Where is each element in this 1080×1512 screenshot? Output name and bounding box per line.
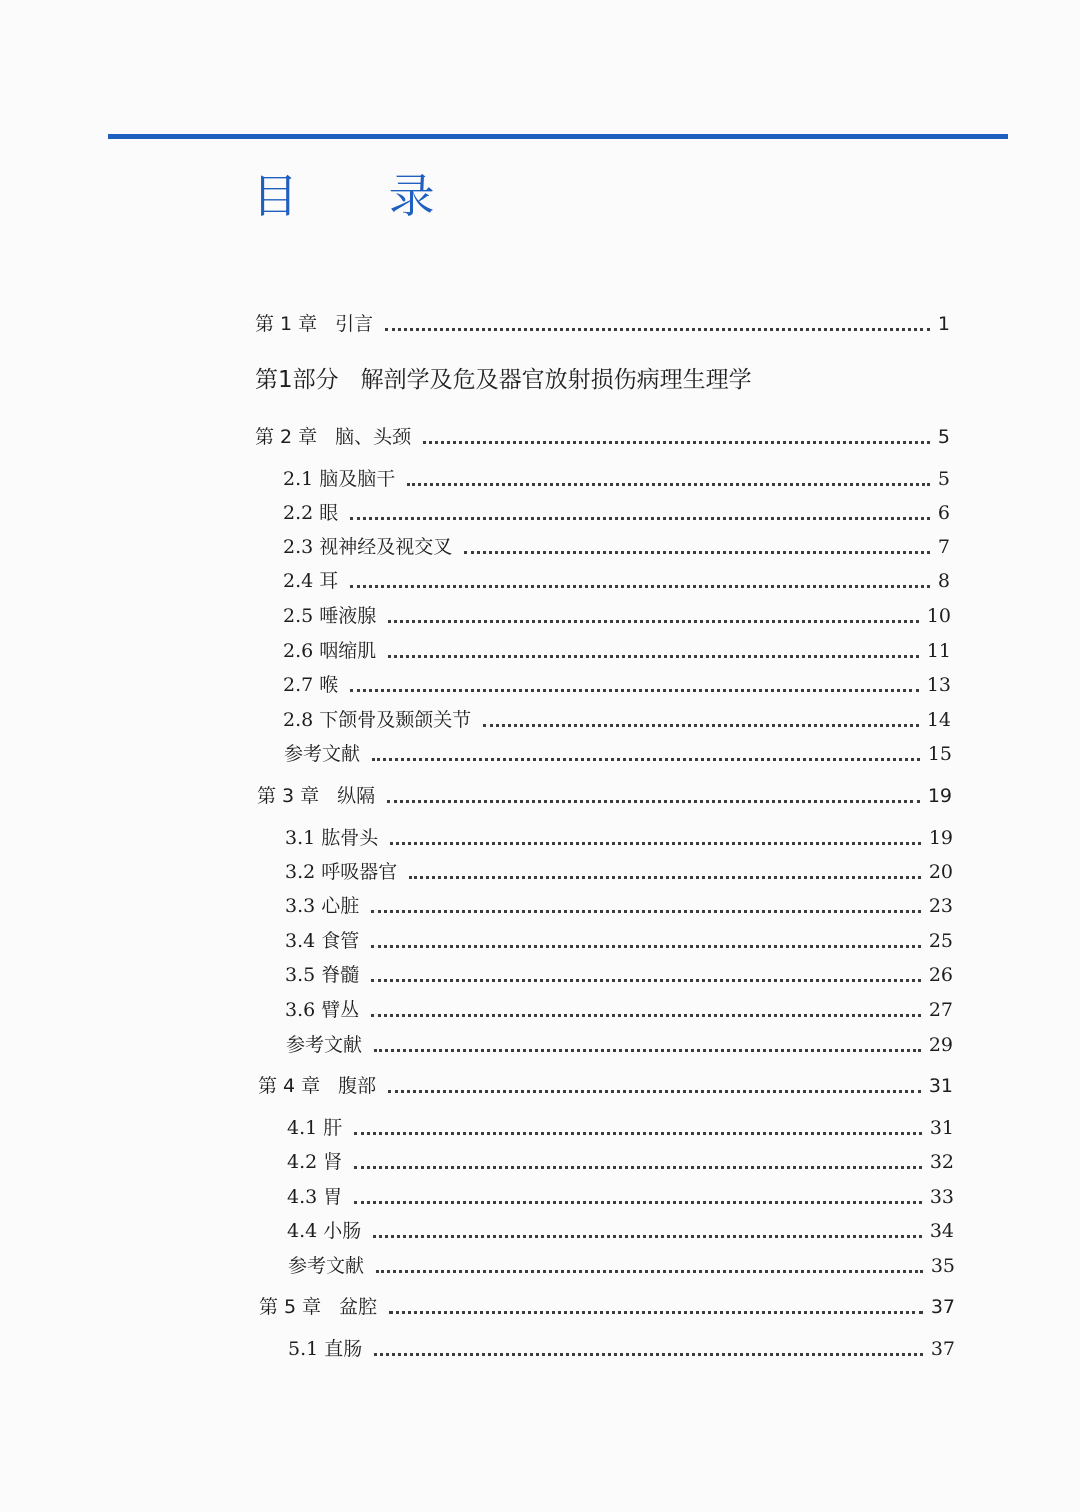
entry-title: 食管	[321, 930, 360, 952]
entry-label	[287, 1147, 342, 1177]
dot-leader	[350, 585, 930, 588]
entry-label	[258, 1071, 376, 1101]
page-number: 31	[929, 1117, 954, 1139]
entry-title: 喉	[319, 674, 339, 696]
entry-title: 臂丛	[321, 999, 360, 1021]
entry-title: 视神经及视交叉	[319, 536, 453, 558]
toc-section-entry[interactable]	[283, 670, 951, 700]
dot-leader	[390, 842, 921, 845]
dot-leader	[372, 758, 920, 761]
dot-leader	[389, 1311, 923, 1314]
dot-leader	[350, 689, 919, 692]
entry-title: 呼吸器官	[321, 861, 398, 883]
toc-chapter-entry[interactable]	[258, 1071, 953, 1101]
dot-leader	[374, 1353, 923, 1356]
entry-label	[285, 823, 378, 853]
page-number: 1	[937, 313, 950, 335]
entry-number: 2.7	[283, 674, 314, 696]
entry-title: 纵隔	[337, 785, 376, 807]
page-number: 5	[937, 426, 950, 448]
part-number: 第1部分	[255, 367, 339, 393]
page-number: 33	[929, 1186, 954, 1208]
toc-section-entry[interactable]	[285, 995, 953, 1025]
entry-label	[283, 566, 338, 596]
toc-section-entry[interactable]	[285, 960, 953, 990]
entry-title: 参考文献	[288, 1255, 365, 1277]
entry-number: 4.2	[287, 1151, 318, 1173]
entry-title: 下颌骨及颞颌关节	[319, 709, 472, 731]
entry-number: 3.6	[285, 999, 316, 1021]
entry-title: 腹部	[338, 1075, 377, 1097]
toc-section-entry[interactable]	[283, 566, 950, 596]
entry-number: 2.8	[283, 709, 314, 731]
page-number: 25	[928, 930, 953, 952]
page-number: 35	[930, 1255, 955, 1277]
toc-section-entry[interactable]	[287, 1216, 954, 1246]
toc-section-entry[interactable]	[283, 601, 951, 631]
entry-title: 直肠	[324, 1338, 363, 1360]
dot-leader	[371, 1014, 921, 1017]
page-number: 11	[926, 640, 951, 662]
entry-number: 2.1	[283, 468, 314, 490]
toc-section-entry[interactable]	[284, 739, 952, 769]
page-number: 31	[928, 1075, 953, 1097]
entry-label	[255, 309, 373, 339]
entry-title: 心脏	[321, 895, 360, 917]
entry-label	[283, 601, 376, 631]
dot-leader	[371, 979, 921, 982]
entry-title: 胃	[323, 1186, 343, 1208]
entry-title: 盆腔	[339, 1296, 378, 1318]
entry-label	[257, 781, 375, 811]
dot-leader	[376, 1270, 923, 1273]
toc-section-entry[interactable]	[287, 1147, 954, 1177]
entry-number: 3.4	[285, 930, 316, 952]
page-number: 37	[930, 1338, 955, 1360]
toc-section-entry[interactable]	[286, 1030, 953, 1060]
entry-title: 参考文献	[286, 1034, 363, 1056]
entry-label	[288, 1334, 362, 1364]
dot-leader	[388, 655, 919, 658]
entry-label	[287, 1113, 342, 1143]
dot-leader	[374, 1049, 921, 1052]
page-number: 19	[928, 827, 953, 849]
toc-section-entry[interactable]	[283, 636, 951, 666]
page-number: 15	[927, 743, 952, 765]
entry-label	[283, 670, 338, 700]
dot-leader	[385, 328, 930, 331]
entry-number: 3.1	[285, 827, 316, 849]
dot-leader	[354, 1201, 922, 1204]
page-number: 8	[937, 570, 950, 592]
page-number: 27	[928, 999, 953, 1021]
page-number: 26	[928, 964, 953, 986]
entry-label	[259, 1292, 377, 1322]
entry-title: 脊髓	[321, 964, 360, 986]
entry-number: 2.6	[283, 640, 314, 662]
dot-leader	[388, 1090, 921, 1093]
entry-number: 2.5	[283, 605, 314, 627]
toc-section-entry[interactable]	[285, 823, 953, 853]
entry-number: 3.3	[285, 895, 316, 917]
dot-leader	[387, 800, 920, 803]
entry-label	[285, 926, 359, 956]
entry-number: 3.2	[285, 861, 316, 883]
toc-section-entry[interactable]	[283, 464, 950, 494]
dot-leader	[407, 483, 930, 486]
entry-title: 脑、头颈	[335, 426, 412, 448]
toc-section-entry[interactable]	[287, 1113, 954, 1143]
entry-title: 引言	[335, 313, 374, 335]
dot-leader	[371, 945, 921, 948]
dot-leader	[354, 1132, 922, 1135]
toc-chapter-entry[interactable]	[259, 1292, 955, 1322]
entry-number: 3.5	[285, 964, 316, 986]
entry-title: 肾	[323, 1151, 343, 1173]
entry-number: 第 5 章	[259, 1296, 322, 1318]
entry-number: 2.2	[283, 502, 314, 524]
dot-leader	[373, 1235, 922, 1238]
entry-number: 5.1	[288, 1338, 319, 1360]
toc-section-entry[interactable]	[287, 1182, 954, 1212]
dot-leader	[409, 876, 921, 879]
entry-label	[285, 891, 359, 921]
page-number: 20	[928, 861, 953, 883]
page-number: 37	[930, 1296, 955, 1318]
toc-section-entry[interactable]	[283, 532, 950, 562]
entry-label	[283, 498, 338, 528]
entry-label	[255, 422, 411, 452]
toc-section-entry[interactable]	[288, 1251, 955, 1281]
toc-section-entry[interactable]	[283, 498, 950, 528]
entry-label	[288, 1251, 364, 1281]
entry-number: 第 4 章	[258, 1075, 321, 1097]
entry-label	[285, 960, 359, 990]
page-number: 29	[928, 1034, 953, 1056]
entry-label	[283, 464, 395, 494]
toc-chapter-entry[interactable]	[255, 309, 950, 339]
page-number: 14	[926, 709, 951, 731]
entry-label	[287, 1216, 361, 1246]
toc-chapter-entry[interactable]	[255, 422, 950, 452]
toc-section-entry[interactable]	[285, 926, 953, 956]
entry-title: 参考文献	[284, 743, 361, 765]
entry-label	[283, 532, 452, 562]
entry-number: 2.4	[283, 570, 314, 592]
entry-number: 4.3	[287, 1186, 318, 1208]
dot-leader	[371, 910, 921, 913]
entry-title: 眼	[319, 502, 339, 524]
entry-label	[284, 739, 360, 769]
entry-label	[285, 995, 359, 1025]
dot-leader	[464, 551, 930, 554]
entry-title: 脑及脑干	[319, 468, 396, 490]
entry-label	[283, 705, 471, 735]
page-number: 19	[927, 785, 952, 807]
entry-title: 咽缩肌	[319, 640, 377, 662]
entry-title: 唾液腺	[319, 605, 377, 627]
page-number: 23	[928, 895, 953, 917]
entry-label	[285, 857, 397, 887]
page-number: 6	[937, 502, 950, 524]
entry-title: 肱骨头	[321, 827, 379, 849]
dot-leader	[350, 517, 930, 520]
page-number: 10	[926, 605, 951, 627]
entry-number: 第 1 章	[255, 313, 318, 335]
toc-section-entry[interactable]	[285, 891, 953, 921]
entry-title: 小肠	[323, 1220, 362, 1242]
entry-label	[283, 636, 376, 666]
toc-section-entry[interactable]	[283, 705, 951, 735]
dot-leader	[354, 1166, 922, 1169]
entry-number: 4.1	[287, 1117, 318, 1139]
toc-chapter-entry[interactable]	[257, 781, 952, 811]
toc-section-entry[interactable]	[285, 857, 953, 887]
page-title: 目 录	[252, 169, 473, 223]
part-title: 解剖学及危及器官放射损伤病理生理学	[360, 367, 752, 393]
entry-number: 第 3 章	[257, 785, 320, 807]
entry-label	[286, 1030, 362, 1060]
dot-leader	[483, 724, 919, 727]
page-number: 32	[929, 1151, 954, 1173]
entry-number: 2.3	[283, 536, 314, 558]
page-number: 7	[937, 536, 950, 558]
entry-number: 4.4	[287, 1220, 318, 1242]
entry-label	[287, 1182, 342, 1212]
entry-title: 耳	[319, 570, 339, 592]
entry-title: 肝	[323, 1117, 343, 1139]
page-number: 34	[929, 1220, 954, 1242]
dot-leader	[388, 620, 919, 623]
dot-leader	[423, 441, 930, 444]
page-number: 13	[926, 674, 951, 696]
entry-number: 第 2 章	[255, 426, 318, 448]
toc-section-entry[interactable]	[288, 1334, 955, 1364]
page-number: 5	[937, 468, 950, 490]
